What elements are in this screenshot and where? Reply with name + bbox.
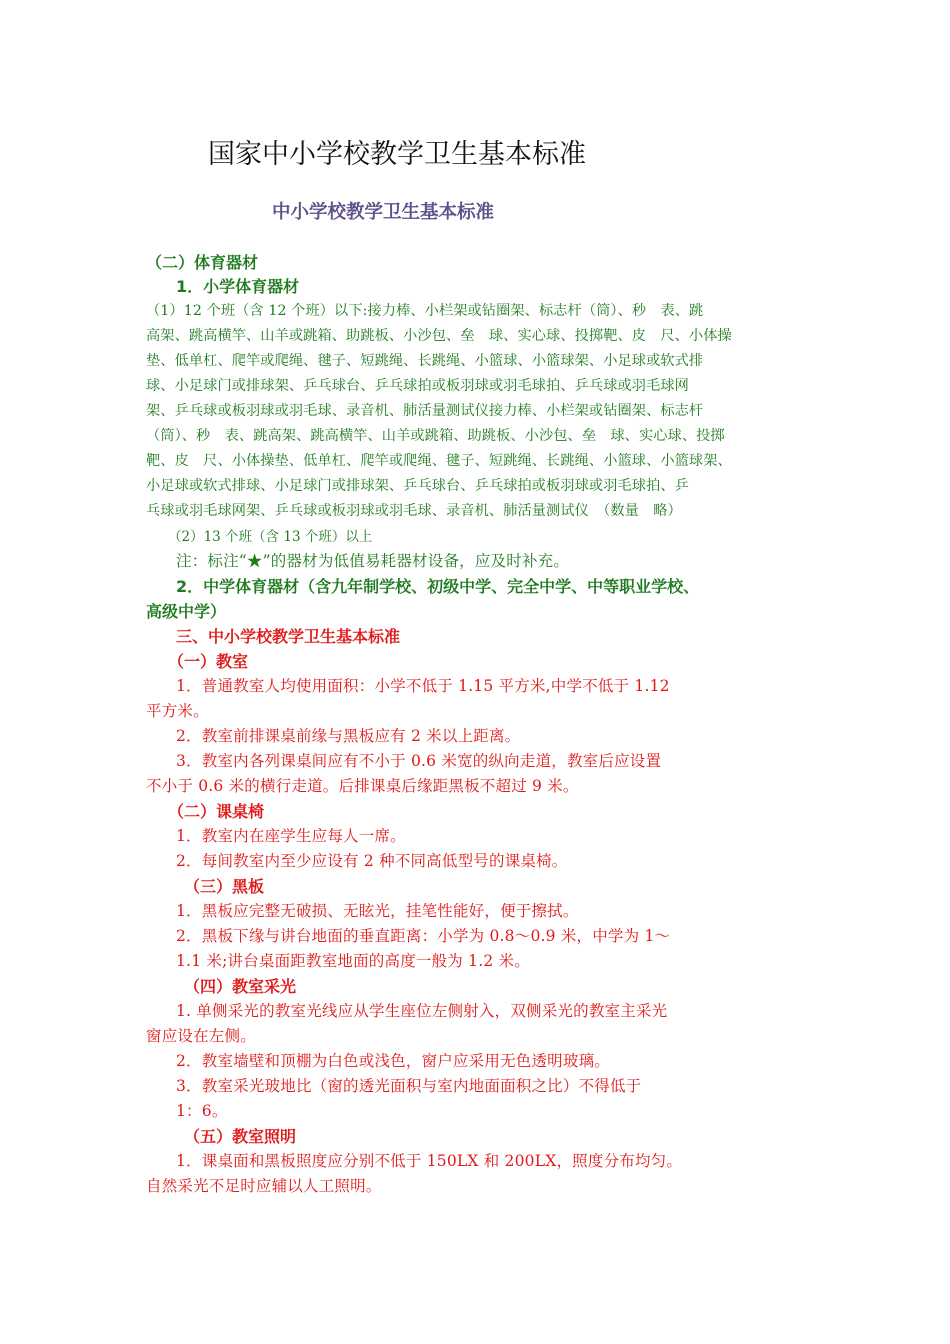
text-line: 高架、跳高横竿、山羊或跳箱、助跳板、小沙包、垒 球、实心球、投掷靶、皮 尺、小体操 <box>146 328 732 344</box>
text-line: 3．教室采光玻地比（窗的透光面积与室内地面面积之比）不得低于 <box>176 1077 642 1095</box>
text-line: 小足球或软式排球、小足球门或排球架、乒乓球台、乒乓球拍或板羽球或羽毛球拍、乒 <box>146 478 689 494</box>
text-line: 1．黑板应完整无破损、无眩光，挂笔性能好，便于擦拭。 <box>176 902 579 920</box>
text-line: 乓球或羽毛球网架、乒乓球或板羽球或羽毛球、录音机、肺活量测试仪 （数量 略） <box>146 503 682 519</box>
text-line: 2．每间教室内至少应设有 2 种不同高低型号的课桌椅。 <box>176 852 568 870</box>
text-line: （二）课桌椅 <box>168 802 265 821</box>
text-line: 2．黑板下缘与讲台地面的垂直距离：小学为 0.8～0.9 米，中学为 1～ <box>176 927 671 945</box>
text-line: （1）12 个班（含 12 个班）以下:接力棒、小栏架或钻圈架、标志杆（筒）、秒 表、跳 <box>146 303 704 319</box>
text-line: 1. 单侧采光的教室光线应从学生座位左侧射入，双侧采光的教室主采光 <box>176 1002 668 1020</box>
text-line: 注：标注“★”的器材为低值易耗器材设备，应及时补充。 <box>176 552 570 570</box>
text-line: 自然采光不足时应辅以人工照明。 <box>146 1177 382 1195</box>
text-line: 窗应设在左侧。 <box>146 1027 256 1045</box>
text-line: 平方米。 <box>146 702 209 720</box>
text-line: 1．小学体育器材 <box>176 277 300 296</box>
text-line: 2．教室墙壁和顶棚为白色或浅色，窗户应采用无色透明玻璃。 <box>176 1052 610 1070</box>
text-line: 2．教室前排课桌前缘与黑板应有 2 米以上距离。 <box>176 727 521 745</box>
text-line: （四）教室采光 <box>184 977 297 996</box>
text-line: （筒）、秒 表、跳高架、跳高横竿、山羊或跳箱、助跳板、小沙包、垒 球、实心球、投掷 <box>146 428 725 444</box>
text-line: 高级中学） <box>146 602 227 621</box>
page-subtitle: 中小学校教学卫生基本标准 <box>272 202 495 223</box>
text-line: 1．普通教室人均使用面积：小学不低于 1.15 平方米,中学不低于 1.12 <box>176 677 670 695</box>
text-line: 1．课桌面和黑板照度应分别不低于 150LX 和 200LX，照度分布均匀。 <box>176 1152 683 1170</box>
text-line: 不小于 0.6 米的横行走道。后排课桌后缘距黑板不超过 9 米。 <box>146 777 579 795</box>
text-line: 靶、皮 尺、小体操垫、低单杠、爬竿或爬绳、毽子、短跳绳、长跳绳、小篮球、小篮球架、 <box>146 453 732 469</box>
text-line: 3．教室内各列课桌间应有不小于 0.6 米宽的纵向走道，教室后应设置 <box>176 752 662 770</box>
page-title: 国家中小学校教学卫生基本标准 <box>208 139 586 170</box>
text-line: 2．中学体育器材（含九年制学校、初级中学、完全中学、中等职业学校、 <box>176 577 700 596</box>
text-line: （一）教室 <box>168 652 249 671</box>
text-line: 垫、低单杠、爬竿或爬绳、毽子、短跳绳、长跳绳、小篮球、小篮球架、小足球或软式排 <box>146 353 704 369</box>
text-line: 三、中小学校教学卫生基本标准 <box>176 627 401 646</box>
text-line: 1.1 米;讲台桌面距教室地面的高度一般为 1.2 米。 <box>176 952 530 970</box>
text-line: （五）教室照明 <box>184 1127 297 1146</box>
text-line: 1．教室内在座学生应每人一席。 <box>176 827 406 845</box>
text-line: （2）13 个班（含 13 个班）以上 <box>168 529 373 545</box>
text-line: 架、乒乓球或板羽球或羽毛球、录音机、肺活量测试仪接力棒、小栏架或钻圈架、标志杆 <box>146 403 704 419</box>
text-line: 1：6。 <box>176 1102 228 1120</box>
text-line: （二）体育器材 <box>146 253 259 272</box>
text-line: 球、小足球门或排球架、乒乓球台、乒乓球拍或板羽球或羽毛球拍、乒乓球或羽毛球网 <box>146 378 689 394</box>
text-line: （三）黑板 <box>184 877 265 896</box>
